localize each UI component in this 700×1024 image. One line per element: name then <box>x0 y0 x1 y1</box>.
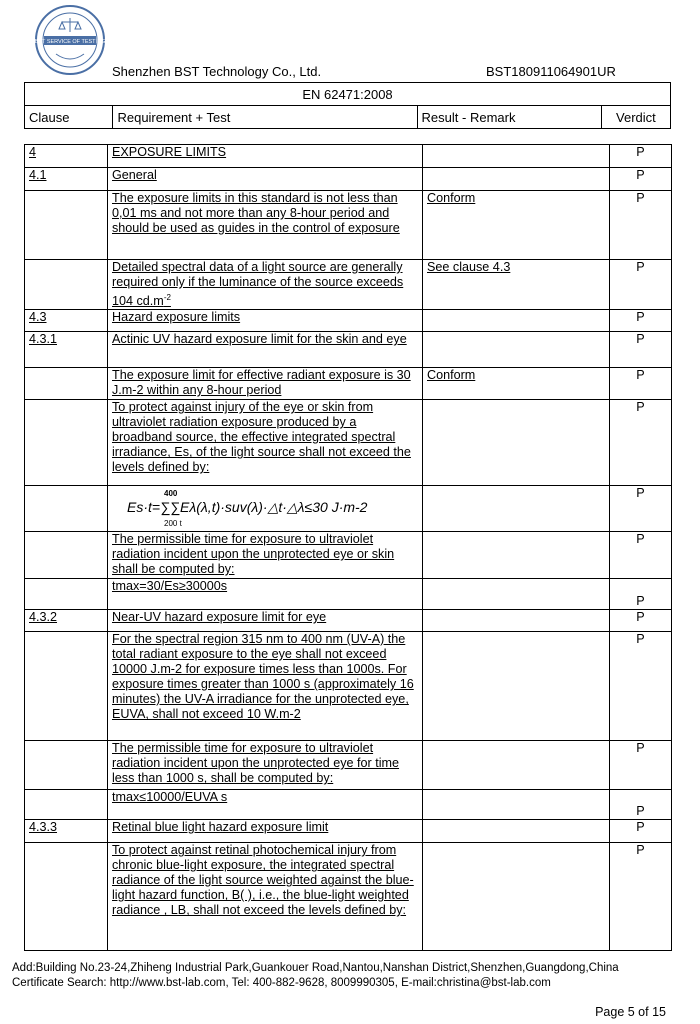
table-row <box>25 400 672 486</box>
verdict: P <box>610 741 672 790</box>
col-requirement: Requirement + Test <box>113 106 417 129</box>
clause-number: 4 <box>29 145 37 159</box>
clause-number: 4.3.2 <box>29 610 58 625</box>
clause-number: 4.3 <box>29 310 47 325</box>
clause-number: 4.3.1 <box>29 332 58 347</box>
verdict: P <box>610 486 672 532</box>
table-row <box>25 486 672 532</box>
standard-title: EN 62471:2008 <box>25 83 671 106</box>
bst-seal-logo-icon <box>34 4 106 76</box>
table-row <box>25 191 672 260</box>
sum-upper-limit: 400 <box>164 489 178 499</box>
requirement-text: For the spectral region 315 nm to 400 nm (UV-A) the total radiant exposure to the eye shall not exceed 10000 J.m-2 for exposure times less than 1000s. For exposure times greater than 1000 s (approximately 16 minutes) the UV-A irradiance for the unprotected eye, EUVA, shall not exceed 10 W.m-2 <box>112 632 414 722</box>
requirement-text: Hazard exposure limits <box>112 310 241 325</box>
requirement-text: The exposure limit for effective radiant exposure is 30 J.m-2 within any 8-hour period <box>112 368 411 398</box>
verdict: P <box>610 579 672 610</box>
clause-number: 4.3.3 <box>29 820 58 835</box>
formula-expression: Es·t=∑∑Eλ(λ,t)·suv(λ)·△t·△λ≤30 J·m-2 <box>127 499 368 516</box>
table-row <box>25 741 672 790</box>
requirement-text: Near-UV hazard exposure limit for eye <box>112 610 327 625</box>
report-number: BST180911064901UR <box>486 64 616 79</box>
table-row <box>25 532 672 579</box>
verdict: P <box>610 260 672 310</box>
requirement-text: Actinic UV hazard exposure limit for the skin and eye <box>112 332 407 347</box>
requirement-text: Retinal blue light hazard exposure limit <box>112 820 329 835</box>
table-row <box>25 168 672 191</box>
company-logo <box>34 4 106 76</box>
result-remark: Conform <box>427 191 476 205</box>
verdict: P <box>610 400 672 486</box>
svg-text:BST SERVICE OF TESTING: BST SERVICE OF TESTING <box>34 39 106 45</box>
requirement-text: To protect against injury of the eye or skin from ultraviolet radiation exposure produced by a broadband source, the effective integrated spectral irradiance, Es, of the light source shall not exceed the levels defined by: <box>112 400 411 475</box>
result-remark: Conform <box>427 368 476 383</box>
verdict: P <box>610 610 672 632</box>
header-table <box>24 82 671 129</box>
footer-address: Add:Building No.23-24,Zhiheng Industrial Park,Guankouer Road,Nantou,Nanshan District,Shenzhen,Guangdong,China <box>12 962 619 974</box>
verdict: P <box>610 191 672 260</box>
ultraviolet-formula <box>112 486 418 529</box>
company-name: Shenzhen BST Technology Co., Ltd. <box>112 64 322 79</box>
requirement-text: The exposure limits in this standard is not less than 0,01 ms and not more than any 8-hour period and should be used as guides in the control of exposure <box>112 191 400 235</box>
requirement-text: General <box>112 168 157 182</box>
verdict: P <box>610 843 672 951</box>
col-clause: Clause <box>25 106 113 129</box>
requirement-text: tmax=30/Es≥30000s <box>112 579 228 594</box>
table-row <box>25 579 672 610</box>
verdict: P <box>610 368 672 400</box>
footer-contact: Certificate Search: http://www.bst-lab.com, Tel: 400-882-9628, 8009990305, E-mail:christina@bst-lab.com <box>12 977 551 989</box>
page-number: Page 5 of 15 <box>595 1005 666 1019</box>
table-row <box>25 632 672 741</box>
requirement-text: tmax≤10000/EUVA s <box>112 790 228 805</box>
col-result: Result - Remark <box>417 106 601 129</box>
verdict: P <box>610 790 672 820</box>
table-row <box>25 610 672 632</box>
clause-number: 4.1 <box>29 168 47 182</box>
requirement-text: The permissible time for exposure to ultraviolet radiation incident upon the unprotected eye or skin shall be computed by: <box>112 532 395 577</box>
verdict: P <box>610 310 672 332</box>
verdict: P <box>610 145 672 168</box>
requirement-text: The permissible time for exposure to ultraviolet radiation incident upon the unprotected eye for time less than 1000 s, shall be computed by: <box>112 741 400 786</box>
table-row <box>25 332 672 368</box>
result-remark: See clause 4.3 <box>427 260 511 274</box>
verdict: P <box>610 532 672 579</box>
table-row <box>25 790 672 820</box>
table-row <box>25 368 672 400</box>
verdict: P <box>610 820 672 843</box>
verdict: P <box>610 332 672 368</box>
requirement-text: To protect against retinal photochemical injury from chronic blue-light exposure, the integrated spectral radiance of the light source weighted against the blue-light hazard function, B( ), i.e., the blue-light weighted radiance , LB, shall not exceed the levels defined by: <box>112 843 414 918</box>
sum-lower-limit: 200 t <box>164 519 182 529</box>
table-row <box>25 310 672 332</box>
requirement-text: Detailed spectral data of a light source are generally required only if the luminance of the source exceeds 104 $cd.m^{-2}$ <box>112 260 404 309</box>
table-row <box>25 260 672 310</box>
requirement-text: EXPOSURE LIMITS <box>112 145 227 159</box>
verdict: P <box>610 632 672 741</box>
clause-table <box>24 144 672 951</box>
table-row <box>25 145 672 168</box>
table-row <box>25 843 672 951</box>
col-verdict: Verdict <box>601 106 670 129</box>
verdict: P <box>610 168 672 191</box>
table-row <box>25 820 672 843</box>
